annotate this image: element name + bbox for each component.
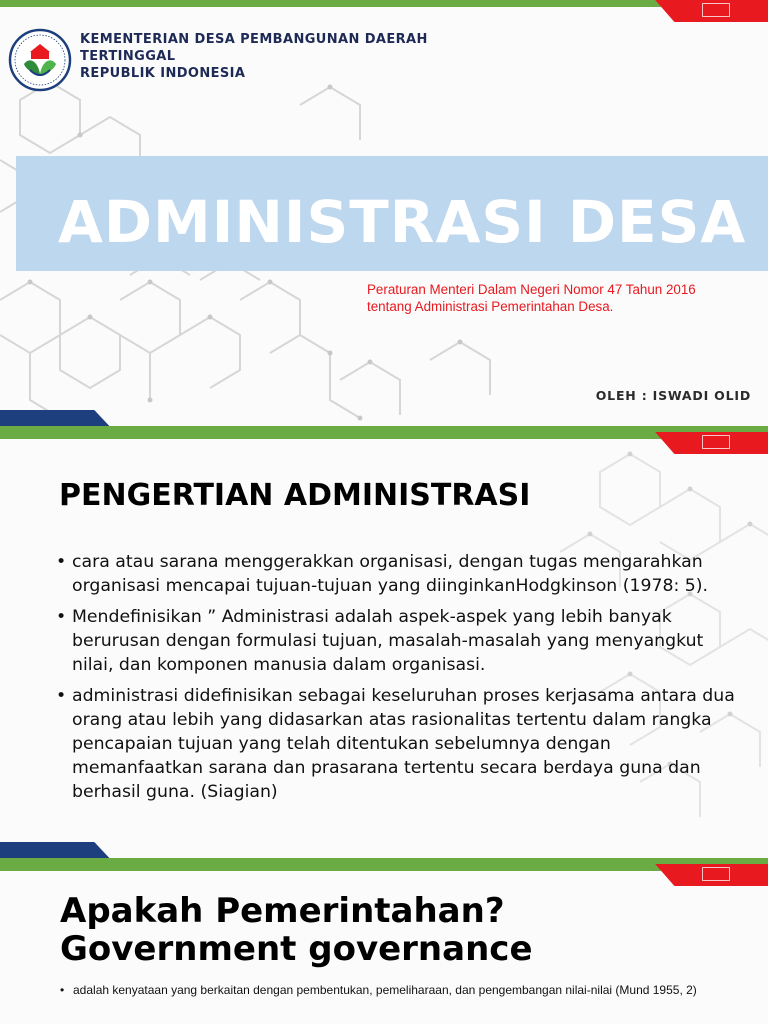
slide-title: [0, 0, 768, 432]
subtitle-line: tentang Administrasi Pemerintahan Desa.: [367, 299, 614, 314]
definition-list: [56, 550, 736, 811]
bullet-icon: •: [56, 607, 67, 627]
author-byline: OLEH : ISWADI OLID: [595, 388, 751, 403]
list-item: [56, 684, 736, 804]
heading-line: Government governance: [60, 929, 533, 969]
top-green-bar: [0, 864, 670, 871]
list-item-text: cara atau sarana menggerakkan organisasi, dengan tugas mengarahkan organisasi mencapai tujuan-tujuan yang diinginkanHodgkinson (1978: 5).: [72, 552, 709, 596]
ministry-name: [80, 31, 428, 82]
slide-main-title: ADMINISTRASI DESA: [58, 188, 747, 256]
regulation-subtitle: [367, 281, 757, 315]
subtitle-line: Peraturan Menteri Dalam Negeri Nomor 47 Tahun 2016: [367, 282, 696, 297]
ministry-emblem-icon: [8, 28, 72, 92]
ministry-line: REPUBLIK INDONESIA: [80, 66, 246, 81]
list-item: [56, 605, 736, 677]
ministry-line: KEMENTERIAN DESA PEMBANGUNAN DAERAH: [80, 32, 428, 47]
slide-government: [0, 864, 768, 1024]
list-item-text: adalah kenyataan yang berkaitan dengan pembentukan, pemeliharaan, dan pengembangan nilai-nilai (Mund 1955, 2): [73, 983, 697, 997]
list-item-text: Mendefinisikan ” Administrasi adalah aspek-aspek yang lebih banyak berurusan dengan formulasi tujuan, masalah-masalah yang menyangkut nilai, dan komponen manusia dalam organisasi.: [72, 607, 704, 675]
bullet-icon: •: [60, 983, 65, 997]
government-list: [60, 982, 720, 998]
top-green-bar: [0, 0, 670, 7]
slide-heading: PENGERTIAN ADMINISTRASI: [59, 478, 531, 513]
top-green-bar: [0, 432, 670, 439]
bullet-icon: •: [56, 552, 67, 572]
bullet-icon: •: [56, 686, 67, 706]
slide-heading: [60, 892, 533, 968]
ministry-line: TERTINGGAL: [80, 49, 176, 64]
list-item: [60, 982, 720, 998]
heading-line: Apakah Pemerintahan?: [60, 891, 505, 931]
top-red-tab: [648, 864, 768, 886]
list-item-text: administrasi didefinisikan sebagai keseluruhan proses kerjasama antara dua orang atau lebih yang didasarkan atas rasionalitas tertentu dalam rangka pencapaian tujuan yang telah ditentukan sebelumnya dengan memanfaatkan sarana dan prasarana tertentu secara berdaya guna dan berhasil guna. (Siagian): [72, 686, 735, 802]
slide-definition: [0, 432, 768, 864]
list-item: [56, 550, 736, 598]
